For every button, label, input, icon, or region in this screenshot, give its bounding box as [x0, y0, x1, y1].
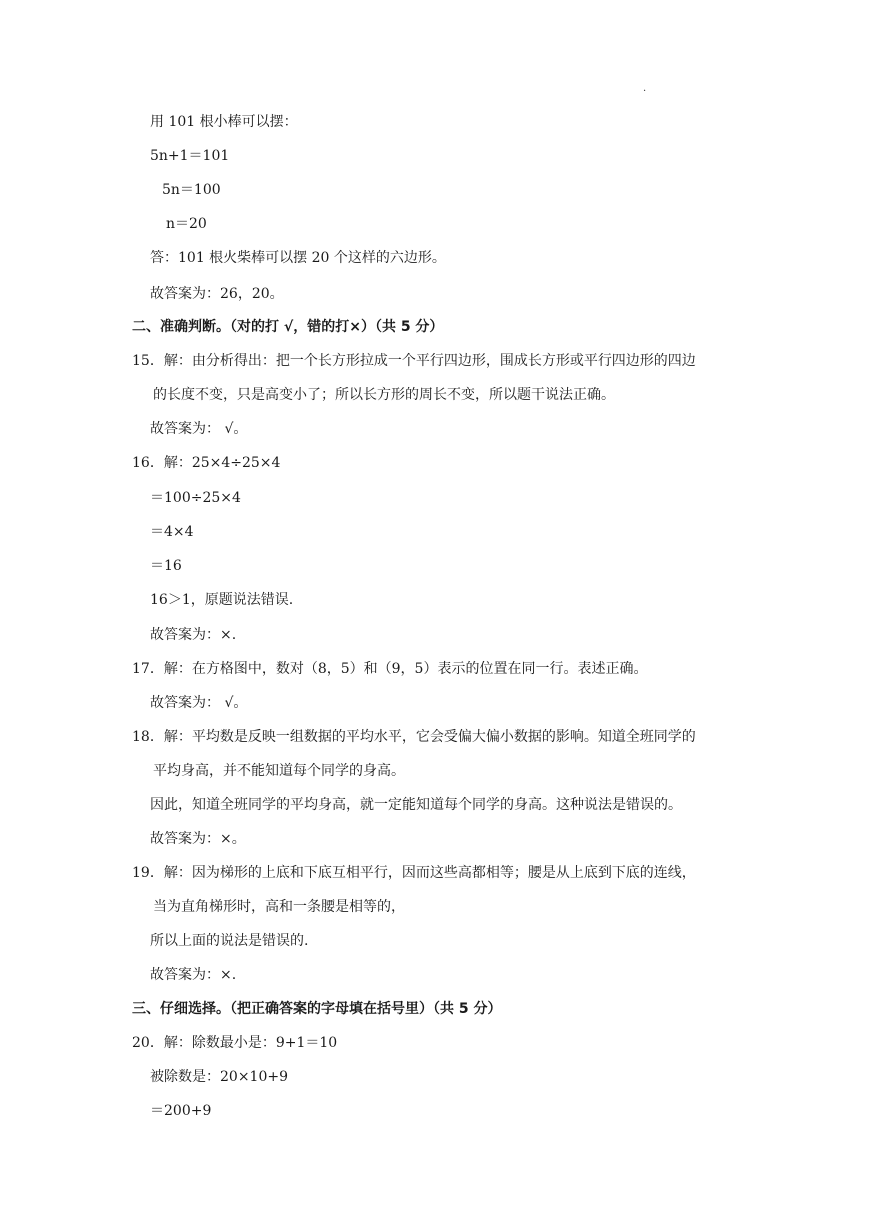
- text-line: 用 101 根小棒可以摆：: [150, 114, 298, 130]
- section-heading: 三、仔细选择。（把正确答案的字母填在括号里）（共 5 分）: [132, 1001, 502, 1017]
- question-line: 15．解：由分析得出：把一个长方形拉成一个平行四边形，围成长方形或平行四边形的四边: [132, 353, 696, 369]
- answer-line: 故答案为：26，20。: [150, 286, 284, 302]
- equation-line: ＝16: [150, 558, 182, 574]
- equation-line: n＝20: [166, 216, 207, 232]
- answer-line: 答：101 根火柴棒可以摆 20 个这样的六边形。: [150, 250, 446, 266]
- equation-line: 5n＝100: [162, 182, 221, 198]
- text-line: 的长度不变，只是高变小了；所以长方形的周长不变，所以题干说法正确。: [153, 387, 615, 403]
- answer-line: 故答案为： √。: [150, 421, 248, 437]
- equation-line: ＝4×4: [150, 524, 194, 540]
- answer-line: 故答案为：×。: [150, 831, 246, 847]
- page-marker: .: [643, 83, 647, 94]
- text-line: 平均身高，并不能知道每个同学的身高。: [153, 763, 405, 779]
- question-line: 16．解：25×4÷25×4: [132, 455, 281, 471]
- text-line: 所以上面的说法是错误的.: [150, 933, 309, 949]
- text-line: 16＞1，原题说法错误.: [150, 592, 294, 608]
- text-line: 当为直角梯形时，高和一条腰是相等的，: [153, 899, 405, 915]
- equation-line: 被除数是：20×10+9: [150, 1069, 288, 1085]
- answer-line: 故答案为：×.: [150, 967, 237, 983]
- equation-line: ＝200+9: [150, 1103, 212, 1119]
- equation-line: ＝100÷25×4: [150, 490, 241, 506]
- question-line: 17．解：在方格图中，数对（8，5）和（9，5）表示的位置在同一行。表述正确。: [132, 661, 648, 677]
- section-heading: 二、准确判断。（对的打 √，错的打×）（共 5 分）: [132, 319, 444, 335]
- answer-line: 故答案为： √。: [150, 695, 248, 711]
- question-line: 20．解：除数最小是：9+1＝10: [132, 1035, 338, 1051]
- text-line: 因此，知道全班同学的平均身高，就一定能知道每个同学的身高。这种说法是错误的。: [150, 797, 682, 813]
- answer-line: 故答案为：×.: [150, 627, 237, 643]
- question-line: 18．解：平均数是反映一组数据的平均水平，它会受偏大偏小数据的影响。知道全班同学的: [132, 729, 696, 745]
- question-line: 19．解：因为梯形的上底和下底互相平行，因而这些高都相等；腰是从上底到下底的连线，: [132, 865, 696, 881]
- equation-line: 5n+1＝101: [150, 148, 230, 164]
